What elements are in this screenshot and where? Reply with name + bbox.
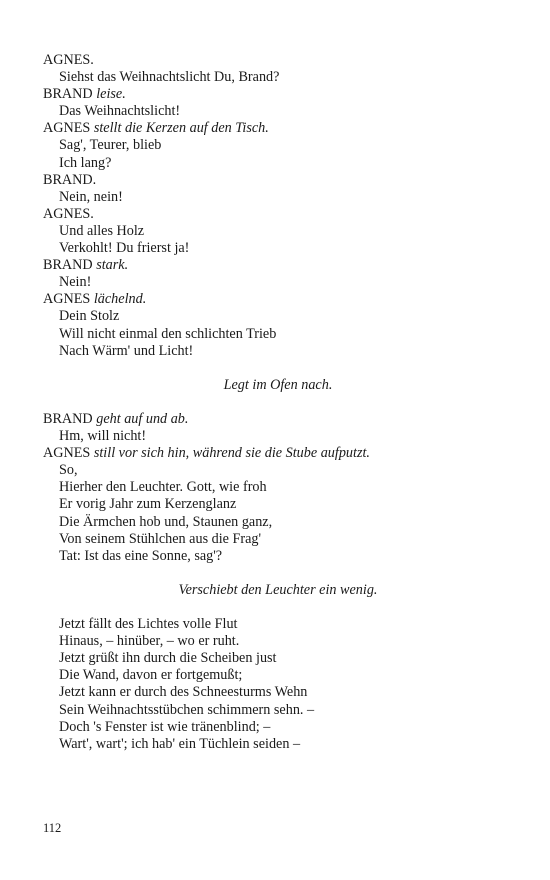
- verse-line: Nach Wärm' und Licht!: [59, 342, 194, 359]
- verse-line: Doch 's Fenster ist wie tränenblind; –: [59, 718, 271, 735]
- stage-direction: leise.: [96, 86, 126, 103]
- speaker-name: BRAND: [43, 257, 93, 274]
- verse-line: Jetzt fällt des Lichtes volle Flut: [59, 616, 238, 633]
- verse-line: Hierher den Leuchter. Gott, wie froh: [59, 479, 267, 496]
- speaker-name: AGNES: [43, 291, 91, 308]
- speaker-name: AGNES: [43, 445, 91, 462]
- verse-line: Hm, will nicht!: [59, 428, 147, 445]
- stage-direction: stark.: [96, 257, 129, 274]
- speaker-line: [43, 291, 513, 308]
- verse-line: Sein Weihnachtsstübchen schimmern sehn. –: [59, 701, 315, 718]
- verse-line: Tat: Ist das eine Sonne, sag'?: [59, 547, 223, 564]
- verse-line: Ich lang?: [59, 154, 112, 171]
- speaker-name: AGNES.: [43, 205, 94, 222]
- speaker-line: [43, 411, 513, 428]
- verse-line: Er vorig Jahr zum Kerzenglanz: [59, 496, 237, 513]
- stage-direction-centered: Legt im Ofen nach.: [223, 376, 333, 393]
- speaker-name: AGNES.: [43, 52, 94, 68]
- blank-line: [43, 360, 513, 377]
- blank-line: [43, 394, 513, 411]
- speaker-line: [43, 206, 513, 223]
- speaker-name: BRAND: [43, 86, 93, 103]
- page-number: 112: [43, 821, 62, 835]
- blank-line: [43, 599, 513, 616]
- speaker-line: [43, 52, 513, 69]
- stage-direction: lächelnd.: [93, 291, 147, 308]
- speaker-name: BRAND: [43, 410, 93, 427]
- verse-line: Nein, nein!: [59, 188, 123, 205]
- verse-line: Verkohlt! Du frierst ja!: [59, 240, 190, 257]
- verse-line: Von seinem Stühlchen aus die Frag': [59, 530, 262, 547]
- verse-line: Dein Stolz: [59, 308, 120, 325]
- verse-line: Will nicht einmal den schlichten Trieb: [59, 325, 277, 342]
- verse-line: Jetzt grüßt ihn durch die Scheiben just: [59, 650, 277, 667]
- verse-line: Das Weihnachtslicht!: [59, 103, 181, 120]
- speaker-line: [43, 445, 513, 462]
- verse-line: Siehst das Weihnachtslicht Du, Brand?: [59, 69, 280, 86]
- verse-line: So,: [59, 462, 78, 479]
- verse-line: Die Wand, davon er fortgemußt;: [59, 667, 243, 684]
- speaker-line: [43, 257, 513, 274]
- speaker-line: [43, 86, 513, 103]
- speaker-line: [43, 172, 513, 189]
- stage-direction: stellt die Kerzen auf den Tisch.: [93, 120, 269, 137]
- verse-line: Hinaus, – hinüber, – wo er ruht.: [59, 633, 240, 650]
- verse-line: Nein!: [59, 274, 92, 291]
- speaker-line: [43, 120, 513, 137]
- play-text: [43, 52, 513, 753]
- verse-line: Sag', Teurer, blieb: [59, 137, 162, 154]
- speaker-name: AGNES: [43, 120, 91, 137]
- speaker-name: BRAND.: [43, 171, 97, 188]
- verse-line: Wart', wart'; ich hab' ein Tüchlein seiden –: [59, 735, 301, 752]
- blank-line: [43, 565, 513, 582]
- stage-direction: geht auf und ab.: [96, 410, 189, 427]
- verse-line: Und alles Holz: [59, 222, 145, 239]
- stage-direction-centered: Verschiebt den Leuchter ein wenig.: [178, 581, 378, 598]
- stage-direction: still vor sich hin, während sie die Stube aufputzt.: [93, 445, 370, 462]
- verse-line: Jetzt kann er durch des Schneesturms Wehn: [59, 684, 308, 701]
- verse-line: Die Ärmchen hob und, Staunen ganz,: [59, 513, 273, 530]
